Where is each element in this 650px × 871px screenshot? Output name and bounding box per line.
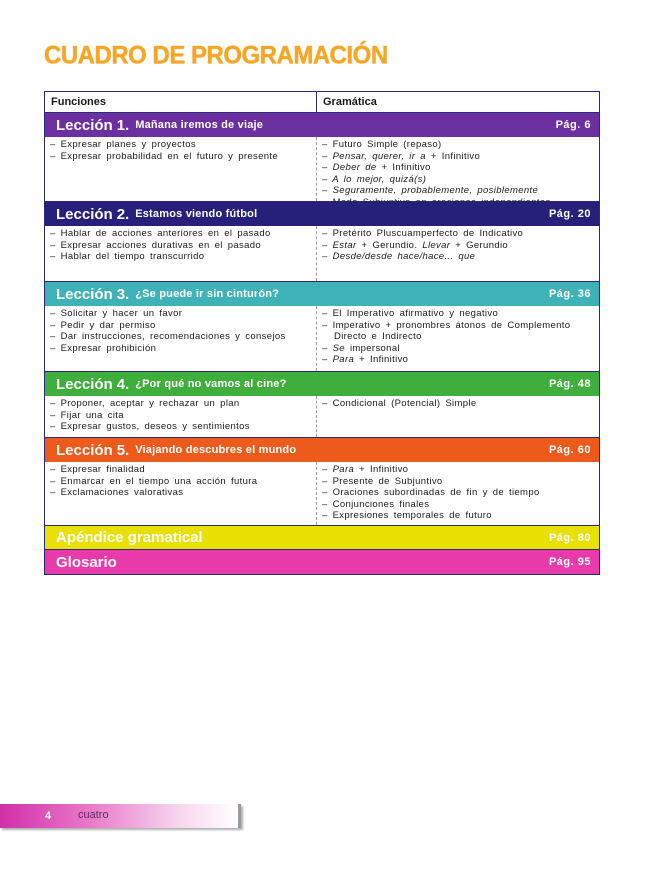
lesson-1-band[interactable] bbox=[45, 113, 599, 137]
list-item: – Expresar finalidad bbox=[50, 464, 312, 476]
list-item: – Pensar, querer, ir a + Infinitivo bbox=[322, 151, 595, 163]
apendice-label: Apéndice gramatical bbox=[56, 529, 203, 546]
lesson-3-band[interactable] bbox=[45, 282, 599, 306]
lesson-number: 5. bbox=[116, 441, 130, 459]
lesson-title: Viajando descubres el mundo bbox=[135, 444, 297, 456]
lesson-number: 4. bbox=[116, 375, 130, 393]
lesson-number: 2. bbox=[116, 205, 130, 223]
lesson-4-funciones bbox=[45, 396, 317, 437]
lesson-3-content bbox=[45, 306, 599, 372]
list-item: – Expresar planes y proyectos bbox=[50, 139, 312, 151]
lesson-5-band[interactable] bbox=[45, 438, 599, 462]
list-item: – Para + Infinitivo bbox=[322, 354, 595, 366]
page-number: 4 bbox=[45, 810, 52, 822]
list-item: – Proponer, aceptar y rechazar un plan bbox=[50, 398, 312, 410]
list-item: – Conjunciones finales bbox=[322, 499, 595, 511]
list-item: – Presente de Subjuntivo bbox=[322, 476, 595, 488]
glosario-label: Glosario bbox=[56, 553, 117, 571]
lesson-page: Pág. 20 bbox=[548, 208, 591, 220]
lesson-1-funciones bbox=[45, 137, 317, 201]
lesson-5-content bbox=[45, 462, 599, 526]
header-funciones: Funciones bbox=[45, 92, 317, 112]
lesson-label: Lección bbox=[56, 375, 113, 393]
page-footer bbox=[0, 804, 241, 828]
lesson-2-content bbox=[45, 226, 599, 282]
lesson-2-funciones bbox=[45, 226, 317, 281]
list-item: – Dar instrucciones, recomendaciones y consejos bbox=[50, 331, 312, 343]
lesson-5-funciones bbox=[45, 462, 317, 525]
lesson-3-funciones bbox=[45, 306, 317, 371]
lesson-label: Lección bbox=[56, 441, 113, 459]
lesson-page: Pág. 48 bbox=[548, 378, 591, 390]
lesson-1-content bbox=[45, 137, 599, 202]
list-item: – El Imperativo afirmativo y negativo bbox=[322, 308, 595, 320]
list-item: – Condicional (Potencial) Simple bbox=[322, 398, 595, 410]
header-gramatica: Gramática bbox=[323, 96, 377, 108]
glosario-band[interactable] bbox=[45, 550, 599, 574]
list-item: – Desde/desde hace/hace... que bbox=[322, 251, 595, 263]
page-title: CUADRO DE PROGRAMACIÓN bbox=[44, 41, 388, 70]
list-item: – Seguramente, probablemente, posiblemente bbox=[322, 185, 595, 197]
table-header bbox=[45, 92, 599, 113]
lesson-1-gramatica bbox=[317, 137, 599, 201]
lesson-4-band[interactable] bbox=[45, 372, 599, 396]
list-item: – Futuro Simple (repaso) bbox=[322, 139, 595, 151]
list-item: – Expresar prohibición bbox=[50, 343, 312, 355]
list-item: – Estar + Gerundio. Llevar + Gerundio bbox=[322, 240, 595, 252]
list-item: – Fijar una cita bbox=[50, 410, 312, 422]
lesson-label: Lección bbox=[56, 116, 113, 134]
lesson-label: Lección bbox=[56, 205, 113, 223]
list-item: – Hablar de acciones anteriores en el pasado bbox=[50, 228, 312, 240]
lesson-page: Pág. 60 bbox=[548, 444, 591, 456]
lesson-title: Estamos viendo fútbol bbox=[135, 208, 258, 220]
apendice-band[interactable] bbox=[45, 526, 599, 550]
list-item: – Para + Infinitivo bbox=[322, 464, 595, 476]
page-word: cuatro bbox=[78, 809, 109, 821]
lesson-4-gramatica bbox=[317, 396, 599, 437]
list-item: – Expresar probabilidad en el futuro y presente bbox=[50, 151, 312, 163]
list-item: – Pretérito Pluscuamperfecto de Indicativo bbox=[322, 228, 595, 240]
list-item: – Hablar del tiempo transcurrido bbox=[50, 251, 312, 263]
lesson-page: Pág. 36 bbox=[548, 288, 591, 300]
list-item: – Expresar acciones durativas en el pasado bbox=[50, 240, 312, 252]
list-item: – Deber de + Infinitivo bbox=[322, 162, 595, 174]
list-item: – Imperativo + pronombres átonos de Complemento Directo e Indirecto bbox=[322, 320, 595, 343]
lesson-title: Mañana iremos de viaje bbox=[135, 119, 264, 131]
list-item: – Se impersonal bbox=[322, 343, 595, 355]
list-item: – Pedir y dar permiso bbox=[50, 320, 312, 332]
lesson-2-band[interactable] bbox=[45, 202, 599, 226]
lesson-3-gramatica bbox=[317, 306, 599, 371]
programming-table bbox=[44, 91, 600, 575]
apendice-page: Pág. 80 bbox=[548, 531, 591, 544]
list-item: – A lo mejor, quizá(s) bbox=[322, 174, 595, 186]
lesson-number: 3. bbox=[116, 285, 130, 303]
lesson-number: 1. bbox=[116, 116, 130, 134]
lesson-title: ¿Por qué no vamos al cine? bbox=[135, 378, 287, 390]
lesson-4-content bbox=[45, 396, 599, 438]
list-item: – Expresar gustos, deseos y sentimientos bbox=[50, 421, 312, 433]
lesson-title: ¿Se puede ir sin cinturón? bbox=[135, 288, 280, 300]
lesson-label: Lección bbox=[56, 285, 113, 303]
list-item: – Enmarcar en el tiempo una acción futura bbox=[50, 476, 312, 488]
list-item: – Oraciones subordinadas de fin y de tiempo bbox=[322, 487, 595, 499]
list-item: – Exclamaciones valorativas bbox=[50, 487, 312, 499]
lesson-2-gramatica bbox=[317, 226, 599, 281]
list-item: – Expresiones temporales de futuro bbox=[322, 510, 595, 522]
lesson-page: Pág. 6 bbox=[555, 119, 591, 131]
list-item: – Solicitar y hacer un favor bbox=[50, 308, 312, 320]
lesson-5-gramatica bbox=[317, 462, 599, 525]
glosario-page: Pág. 95 bbox=[548, 556, 591, 568]
